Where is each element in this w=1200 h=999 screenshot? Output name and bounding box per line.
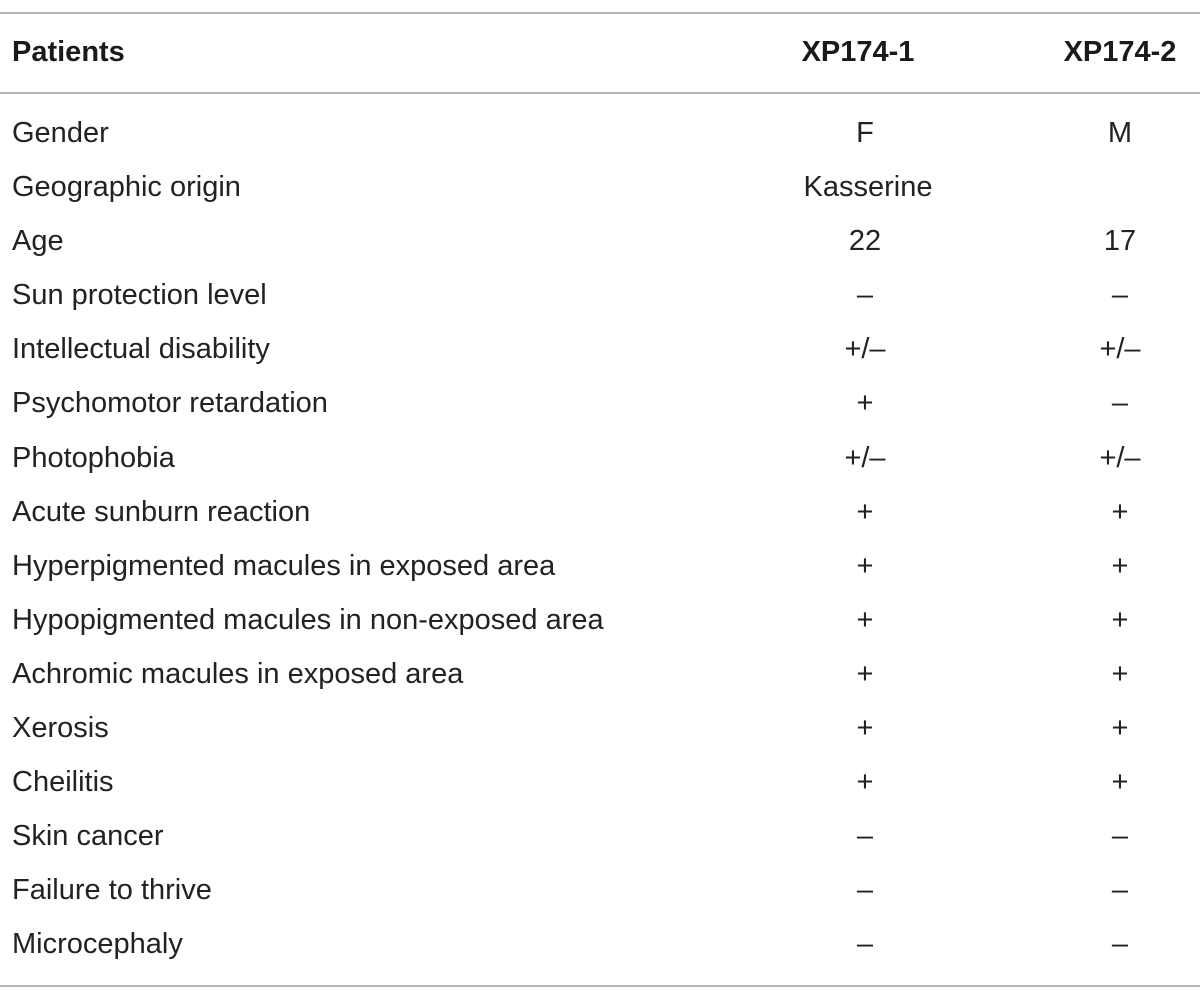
row-label: Age [12, 225, 64, 258]
row-value-xp174-1: + [856, 387, 874, 420]
row-value-xp174-1: + [856, 766, 874, 799]
row-value-xp174-1: + [856, 495, 874, 528]
row-label: Xerosis [12, 712, 109, 745]
row-label: Hypopigmented macules in non-exposed area [12, 603, 604, 636]
row-value-xp174-1: – [856, 820, 874, 853]
row-value-xp174-2: – [1111, 279, 1129, 312]
table-row [0, 755, 1200, 809]
table-row [0, 268, 1200, 322]
row-value-shared: Kasserine [803, 171, 933, 204]
row-value-xp174-2: – [1111, 387, 1129, 420]
row-value-xp174-1: – [856, 874, 874, 907]
row-value-xp174-2: 17 [1103, 225, 1137, 258]
table-row [0, 160, 1200, 214]
row-label: Cheilitis [12, 766, 114, 799]
header-label: Patients [12, 36, 125, 68]
row-value-xp174-1: + [856, 657, 874, 690]
row-value-xp174-2: + [1111, 712, 1129, 745]
row-label: Acute sunburn reaction [12, 495, 311, 528]
row-value-xp174-2: – [1111, 820, 1129, 853]
row-value-xp174-1: +/– [844, 441, 886, 474]
table-body [0, 106, 1200, 972]
table-header [0, 22, 1200, 84]
header-col-xp174-1: XP174-1 [801, 36, 915, 68]
table-row [0, 917, 1200, 971]
header-rule [0, 92, 1200, 94]
row-label: Psychomotor retardation [12, 387, 328, 420]
table-row [0, 376, 1200, 430]
row-value-xp174-2: +/– [1099, 333, 1141, 366]
row-label: Microcephaly [12, 928, 183, 961]
row-value-xp174-1: + [856, 712, 874, 745]
table-row [0, 809, 1200, 863]
table-row [0, 539, 1200, 593]
row-value-xp174-1: +/– [844, 333, 886, 366]
row-label: Photophobia [12, 441, 175, 474]
row-label: Geographic origin [12, 171, 241, 204]
table-row [0, 214, 1200, 268]
row-value-xp174-1: – [856, 279, 874, 312]
row-value-xp174-2: – [1111, 928, 1129, 961]
row-label: Gender [12, 117, 109, 149]
row-value-xp174-1: + [856, 549, 874, 582]
row-value-xp174-2: + [1111, 495, 1129, 528]
row-value-xp174-1: F [856, 117, 874, 149]
table-row [0, 701, 1200, 755]
row-value-xp174-2: + [1111, 603, 1129, 636]
row-label: Hyperpigmented macules in exposed area [12, 549, 556, 582]
row-value-xp174-2: + [1111, 657, 1129, 690]
row-value-xp174-2: +/– [1099, 441, 1141, 474]
row-label: Achromic macules in exposed area [12, 657, 464, 690]
row-label: Failure to thrive [12, 874, 212, 907]
row-label: Intellectual disability [12, 333, 270, 366]
row-value-xp174-1: 22 [848, 225, 882, 258]
table-row [0, 106, 1200, 160]
table-row [0, 593, 1200, 647]
row-label: Skin cancer [12, 820, 164, 853]
table-row [0, 431, 1200, 485]
row-value-xp174-2: + [1111, 766, 1129, 799]
table-row [0, 485, 1200, 539]
table-row [0, 322, 1200, 376]
table-row [0, 647, 1200, 701]
top-rule [0, 12, 1200, 14]
row-value-xp174-1: + [856, 603, 874, 636]
row-label: Sun protection level [12, 279, 267, 312]
header-col-xp174-2: XP174-2 [1063, 36, 1177, 68]
row-value-xp174-2: – [1111, 874, 1129, 907]
table-row [0, 863, 1200, 917]
row-value-xp174-2: M [1107, 117, 1133, 149]
bottom-rule [0, 985, 1200, 987]
row-value-xp174-1: – [856, 928, 874, 961]
row-value-xp174-2: + [1111, 549, 1129, 582]
